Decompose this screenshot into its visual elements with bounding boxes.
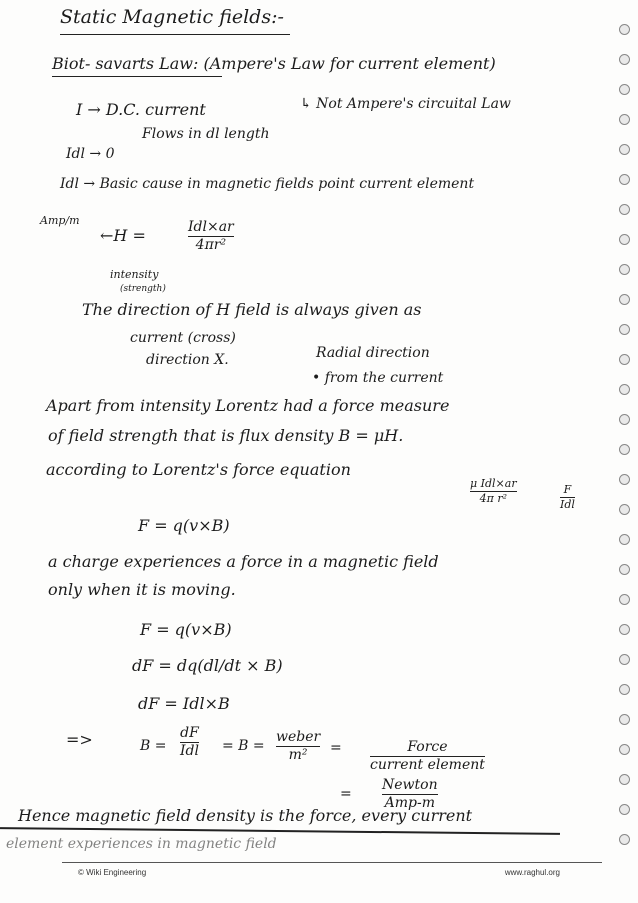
lorentz-line-1: Apart from intensity Lorentz had a force measure	[46, 396, 450, 415]
current-cross-line: current (cross)	[130, 330, 236, 346]
spiral-binding	[612, 24, 630, 864]
force-element-fraction: Force current element	[370, 739, 485, 773]
h-equals: ←H =	[100, 226, 146, 245]
implies-arrow: =>	[66, 730, 93, 749]
force-eq-2: F = q(v×B)	[140, 620, 232, 639]
lorentz-line-3: according to Lorentz's force equation	[46, 460, 351, 479]
not-circuital-note: ↳ Not Ampere's circuital Law	[300, 96, 511, 112]
footer-rule	[62, 862, 602, 863]
biot-savart-heading: Biot- savarts Law: (Ampere's Law for current element)	[52, 54, 496, 73]
direction-line: The direction of H field is always given as	[82, 300, 422, 319]
force-eq-1: F = q(v×B)	[138, 516, 230, 535]
b-equals: = B =	[222, 738, 265, 754]
eq-sign-1: =	[330, 740, 342, 756]
idl-zero-line: Idl → 0	[66, 146, 115, 162]
lorentz-numerator: μ Idl×ar	[470, 477, 517, 490]
force-eq-4: dF = Idl×B	[138, 694, 230, 713]
charge-line-1: a charge experiences a force in a magnetic field	[48, 552, 439, 571]
basic-cause-line: Idl → Basic cause in magnetic fields point current element	[60, 176, 475, 192]
direction-x: direction X.	[146, 352, 229, 368]
h-numerator: Idl×ar	[188, 219, 234, 235]
h-fraction	[188, 220, 234, 252]
weber-fraction: weber m²	[276, 729, 321, 763]
eq-sign-2: =	[340, 786, 352, 802]
title-underline	[60, 34, 290, 35]
charge-line-2: only when it is moving.	[48, 580, 236, 599]
from-current: • from the current	[312, 370, 444, 386]
strength-label: (strength)	[120, 284, 166, 294]
dc-current-line: I → D.C. current	[76, 100, 206, 119]
conclusion-line-2: element experiences in magnetic field	[6, 836, 277, 852]
heading-underline	[52, 76, 222, 77]
flows-line: Flows in dl length	[142, 126, 270, 142]
df-over-idl: dF Idl	[180, 725, 199, 759]
units-label: Amp/m	[40, 214, 80, 227]
newton-fraction: Newton Amp-m	[382, 777, 438, 811]
page-bottom-rule	[0, 827, 560, 835]
page-title: Static Magnetic fields:-	[60, 6, 284, 28]
conclusion-line-1: Hence magnetic field density is the force, every current	[18, 806, 473, 825]
intensity-label: intensity	[110, 268, 159, 281]
footer-copyright: © Wiki Engineering	[78, 868, 147, 877]
force-per-idl: F Idl	[560, 483, 575, 511]
radial-direction: Radial direction	[316, 345, 430, 361]
lorentz-denominator: 4π r²	[479, 491, 507, 505]
b-prefix: B =	[140, 738, 167, 754]
h-denominator: 4πr²	[195, 236, 227, 253]
lorentz-line-2: of field strength that is flux density B = μH.	[48, 426, 404, 445]
footer-website: www.raghul.org	[504, 868, 560, 877]
lorentz-fraction	[470, 478, 517, 504]
force-eq-3: dF = dq(dl/dt × B)	[132, 656, 283, 675]
